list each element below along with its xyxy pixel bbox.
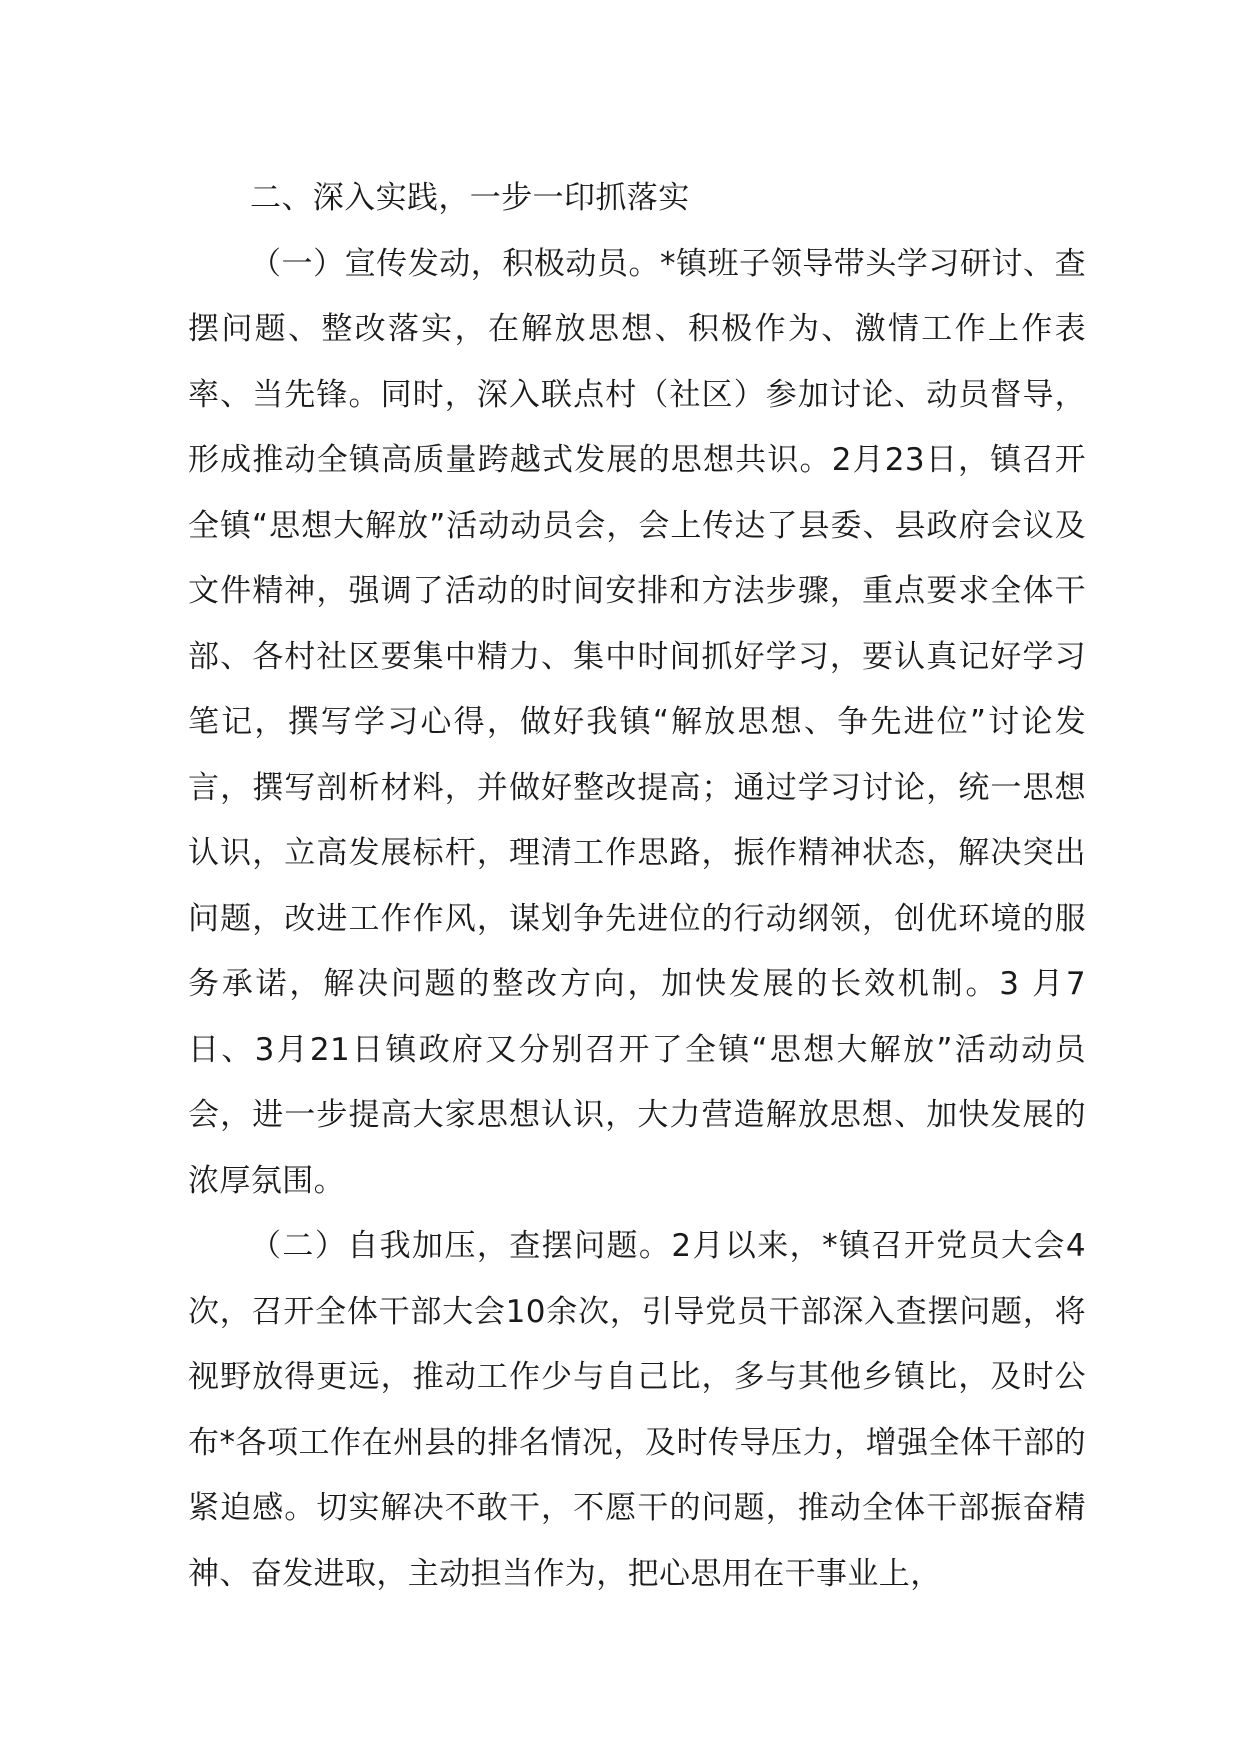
paragraph-publicity-mobilization: （一）宣传发动，积极动员。*镇班子领导带头学习研讨、查摆问题、整改落实，在解放思想、积极作为、激情工作上作表率、当先锋。同时，深入联点村（社区）参加讨论、动员督导，形成推动全镇高质量跨越式发展的思想共识。2月23日，镇召开全镇“思想大解放”活动动员会，会上传达了县委、县政府会议及文件精神，强调了活动的时间安排和方法步骤，重点要求全体干部、各村社区要集中精力、集中时间抓好学习，要认真记好学习笔记，撰写学习心得，做好我镇“解放思想、争先进位”讨论发言，撰写剖析材料，并做好整改提高；通过学习讨论，统一思想认识，立高发展标杆，理清工作思路，振作精神状态，解决突出问题，改进工作作风，谋划争先进位的行动纲领，创优环境的服务承诺，解决问题的整改方向，加快发展的长效机制。3 月7日、3月21日镇政府又分别召开了全镇“思想大解放”活动动员会，进一步提高大家思想认识，大力营造解放思想、加快发展的浓厚氛围。 xyxy=(188,245,1086,1199)
section-heading: 二、深入实践，一步一印抓落实 xyxy=(250,180,690,216)
paragraph-self-pressure: （二）自我加压，查摆问题。2月以来，*镇召开党员大会4次，召开全体干部大会10余次，引导党员干部深入查摆问题，将视野放得更远，推动工作少与自己比，多与其他乡镇比，及时公布*各项工作在州县的排名情况，及时传导压力，增强全体干部的紧迫感。切实解决不敢干，不愿干的问题，推动全体干部振奋精神、奋发进取，主动担当作为，把心思用在干事业上， xyxy=(188,1228,1086,1592)
document-body xyxy=(188,166,1086,1607)
